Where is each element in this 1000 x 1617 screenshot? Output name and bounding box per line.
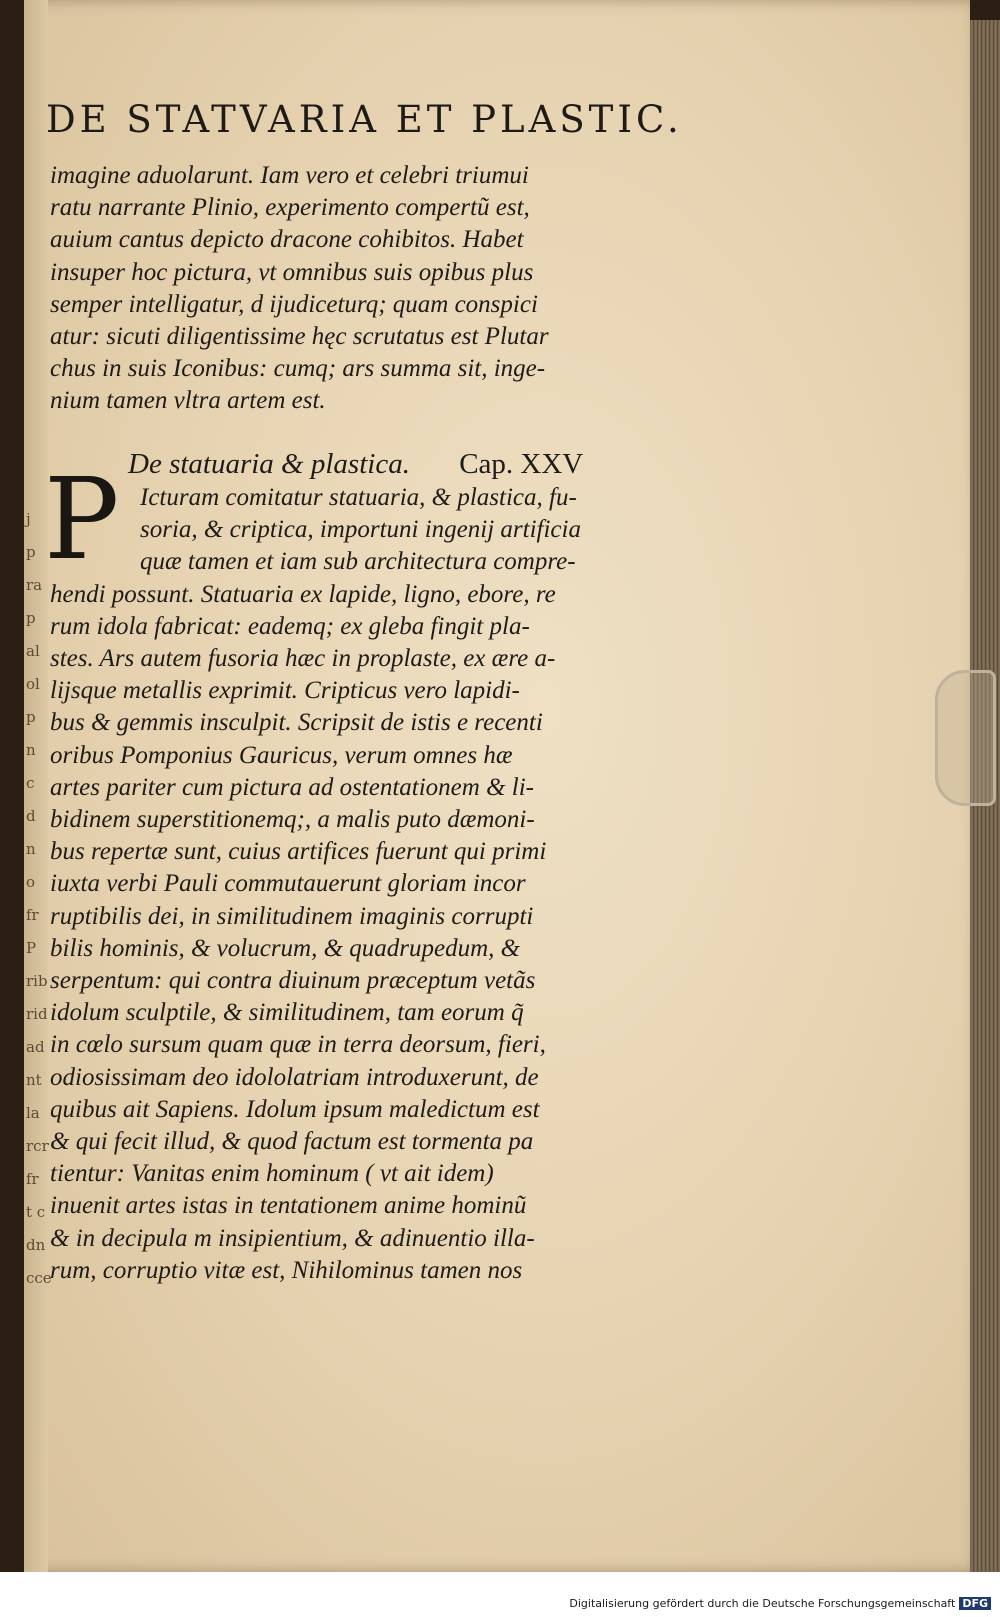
running-header: DE STATVARIA ET PLASTIC. [46, 98, 683, 141]
text-line: idolum sculptile, & similitudinem, tam eorum q̃ [50, 999, 524, 1027]
margin-fragment: fr [26, 906, 39, 924]
margin-fragment: d [26, 807, 36, 825]
previous-page-margin [24, 0, 52, 1572]
chapter-title: De statuaria & plastica. [128, 448, 410, 480]
drop-cap: P [44, 455, 120, 585]
text-line: ruptibilis dei, in similitudinem imaginis corrupti [50, 902, 534, 930]
margin-fragment: cce [26, 1269, 52, 1287]
margin-fragment: la [26, 1104, 40, 1122]
text-line: tientur: Vanitas enim hominum ( vt ait idem) [50, 1160, 494, 1188]
margin-fragment: P [26, 939, 37, 957]
margin-fragment: p [26, 609, 36, 627]
text-line: chus in suis Iconibus: cumq; ars summa sit, inge- [50, 355, 546, 383]
text-line: ratu narrante Plinio, experimento compertũ est, [50, 194, 530, 222]
text-line: iuxta verbi Pauli commutauerunt gloriam incor [50, 870, 526, 898]
margin-fragment: rib [26, 972, 48, 990]
margin-fragment: ol [26, 675, 40, 693]
margin-fragment: c [26, 774, 35, 792]
text-line: nium tamen vltra artem est. [50, 387, 326, 415]
margin-fragment: n [26, 840, 36, 858]
margin-fragment: t c [26, 1203, 46, 1221]
text-line: auium cantus depicto dracone cohibitos. Habet [50, 226, 524, 254]
text-line: quæ tamen et iam sub architectura compre- [140, 548, 576, 576]
text-line: imagine aduolarunt. Iam vero et celebri triumui [50, 162, 529, 189]
text-line: serpentum: qui contra diuinum præceptum vetãs [50, 967, 536, 995]
text-line: atur: sicuti diligentissime hęc scrutatus est Plutar [50, 323, 549, 351]
margin-fragment: ad [26, 1038, 45, 1056]
margin-fragment: fr [26, 1170, 39, 1188]
text-line: lijsque metallis exprimit. Cripticus vero lapidi- [50, 677, 520, 705]
text-line: insuper hoc pictura, vt omnibus suis opibus plus [50, 258, 534, 286]
margin-fragment: n [26, 741, 36, 759]
text-line: inuenit artes istas in tentationem anime hominũ [50, 1192, 527, 1220]
text-line: & qui fecit illud, & quod factum est tormenta pa [50, 1128, 534, 1156]
text-line: rum, corruptio vitæ est, Nihilominus tamen nos [50, 1256, 523, 1284]
margin-fragment: al [26, 642, 40, 660]
text-line: stes. Ars autem fusoria hæc in proplaste, ex ære a- [50, 645, 556, 673]
margin-fragment: nt [26, 1071, 42, 1089]
text-line: semper intelligatur, d ijudiceturq; quam conspici [50, 290, 538, 318]
book-clip [935, 670, 996, 806]
margin-fragment: p [26, 543, 36, 561]
text-line: rum idola fabricat: eademq; ex gleba fingit pla- [50, 612, 530, 640]
text-line: Icturam comitatur statuaria, & plastica, fu- [140, 484, 577, 511]
text-line: hendi possunt. Statuaria ex lapide, ligno, ebore, re [50, 580, 556, 608]
text-line: bidinem superstitionemq;, a malis puto dæmoni- [50, 806, 535, 834]
text-line: soria, & criptica, importuni ingenij artificia [140, 516, 581, 544]
text-line: bus repertæ sunt, cuius artifices fuerunt qui primi [50, 838, 547, 866]
margin-fragment: ra [26, 576, 43, 594]
text-line: quibus ait Sapiens. Idolum ipsum maledictum est [50, 1095, 540, 1123]
text-line: artes pariter cum pictura ad ostentationem & li- [50, 773, 534, 801]
chapter-heading [128, 448, 728, 481]
text-line: & in decipula m insipientium, & adinuentio illa- [50, 1224, 535, 1252]
margin-fragment: j [26, 510, 31, 528]
text-line: in cœlo sursum quam quæ in terra deorsum, fieri, [50, 1031, 546, 1059]
digitization-credit [566, 1596, 994, 1611]
margin-fragment: rid [26, 1005, 48, 1023]
text-line: bus & gemmis insculpit. Scripsit de istis e recenti [50, 709, 543, 737]
dfg-logo: DFG [959, 1597, 991, 1610]
chapter-number: Cap. XXV [459, 448, 584, 480]
margin-fragment: rcr [26, 1137, 49, 1155]
margin-fragment: dn [26, 1236, 46, 1254]
paragraph-2 [50, 482, 710, 1287]
paragraph-1 [50, 160, 710, 418]
text-line: odiosissimam deo idololatriam introduxerunt, de [50, 1063, 539, 1091]
text-line: bilis hominis, & volucrum, & quadrupedum, & [50, 934, 521, 962]
margin-fragment: p [26, 708, 36, 726]
margin-fragment: o [26, 873, 36, 891]
text-line: oribus Pomponius Gauricus, verum omnes hæ [50, 741, 513, 769]
footer-text: Digitalisierung gefördert durch die Deutsche Forschungsgemeinschaft [569, 1597, 956, 1610]
